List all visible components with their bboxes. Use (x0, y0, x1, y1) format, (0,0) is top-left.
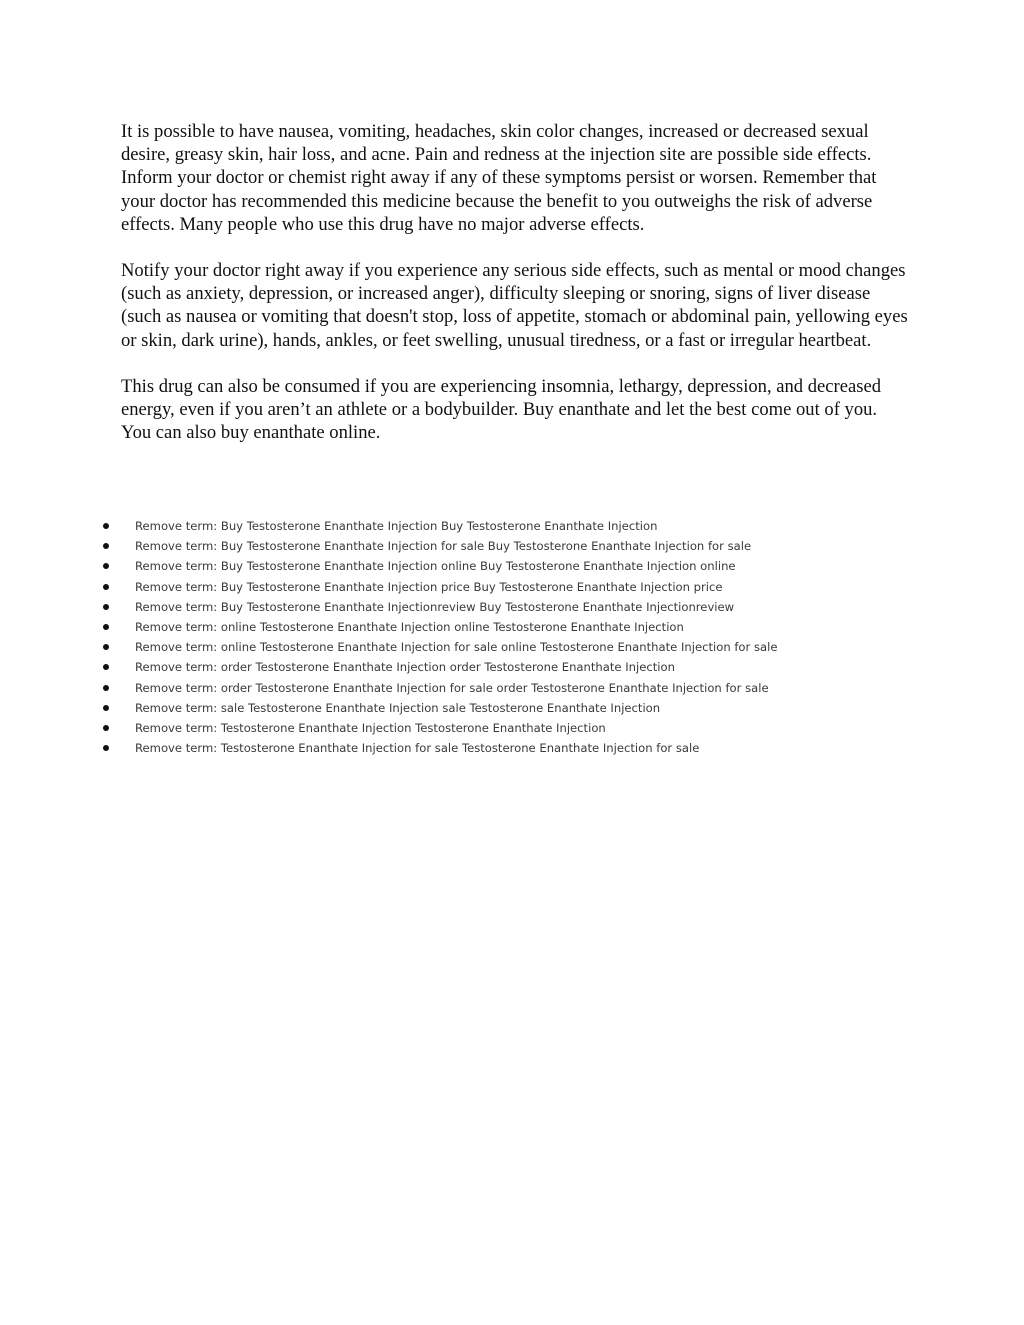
bullet-icon (103, 664, 109, 670)
remove-term-label: Remove term: Buy Testosterone Enanthate Injection online Buy Testosterone Enanthate Injection online (135, 559, 736, 574)
paragraph-serious-side-effects: Notify your doctor right away if you experience any serious side effects, such as mental or mood changes (such as anxiety, depression, or increased anger), difficulty sleeping or snoring, signs of liver disease (such as nausea or vomiting that doesn't stop, loss of appetite, stomach or abdominal pain, yellowing eyes or skin, dark urine), hands, ankles, or feet swelling, unusual tiredness, or a fast or irregular heartbeat. (121, 260, 908, 351)
list-item[interactable] (0, 637, 1024, 657)
bullet-icon (103, 725, 109, 731)
list-item[interactable] (0, 556, 1024, 576)
remove-term-label: Remove term: Buy Testosterone Enanthate Injection for sale Buy Testosterone Enanthate Injection for sale (135, 539, 752, 554)
bullet-icon (103, 604, 109, 610)
remove-term-label: Remove term: sale Testosterone Enanthate Injection sale Testosterone Enanthate Injection (135, 700, 661, 715)
remove-term-label: Remove term: online Testosterone Enanthate Injection for sale online Testosterone Enanthate Injection for sale (135, 640, 778, 655)
list-item[interactable] (0, 617, 1024, 637)
list-item[interactable] (0, 657, 1024, 677)
list-item[interactable] (0, 577, 1024, 597)
remove-term-label: Remove term: order Testosterone Enanthate Injection order Testosterone Enanthate Injection (135, 660, 675, 675)
remove-term-label: Remove term: Testosterone Enanthate Injection for sale Testosterone Enanthate Injection for sale (135, 741, 700, 756)
list-item[interactable] (0, 516, 1024, 536)
list-item[interactable] (0, 718, 1024, 738)
list-item[interactable] (0, 698, 1024, 718)
bullet-icon (103, 584, 109, 590)
bullet-icon (103, 745, 109, 751)
bullet-icon (103, 543, 109, 549)
bullet-icon (103, 624, 109, 630)
remove-term-label: Remove term: online Testosterone Enanthate Injection online Testosterone Enanthate Injection (135, 619, 684, 634)
bullet-icon (103, 644, 109, 650)
bullet-icon (103, 523, 109, 529)
list-item[interactable] (0, 536, 1024, 556)
remove-term-label: Remove term: order Testosterone Enanthate Injection for sale order Testosterone Enanthate Injection for sale (135, 680, 769, 695)
remove-term-list (0, 516, 1024, 758)
list-item[interactable] (0, 678, 1024, 698)
bullet-icon (103, 705, 109, 711)
paragraph-usage: This drug can also be consumed if you are experiencing insomnia, lethargy, depression, and decreased energy, even if you aren’t an athlete or a bodybuilder. Buy enanthate and let the best come out of you. You can also buy enanthate online. (121, 375, 882, 444)
remove-term-label: Remove term: Buy Testosterone Enanthate Injectionreview Buy Testosterone Enanthate Injectionreview (135, 599, 735, 614)
remove-term-label: Remove term: Buy Testosterone Enanthate Injection price Buy Testosterone Enanthate Injection price (135, 579, 723, 594)
remove-term-label: Remove term: Buy Testosterone Enanthate Injection Buy Testosterone Enanthate Injection (135, 519, 658, 533)
list-item[interactable] (0, 597, 1024, 617)
list-item[interactable] (0, 738, 1024, 758)
bullet-icon (103, 685, 109, 691)
bullet-icon (103, 563, 109, 569)
body-text (121, 120, 911, 467)
paragraph-side-effects: It is possible to have nausea, vomiting, headaches, skin color changes, increased or decreased sexual desire, greasy skin, hair loss, and acne. Pain and redness at the injection site are possible side effects. Inform your doctor or chemist right away if any of these symptoms persist or worsen. Remember that your doctor has recommended this medicine because the benefit to you outweighs the risk of adverse effects. Many people who use this drug have no major adverse effects. (121, 121, 877, 235)
remove-term-label: Remove term: Testosterone Enanthate Injection Testosterone Enanthate Injection (135, 720, 606, 735)
